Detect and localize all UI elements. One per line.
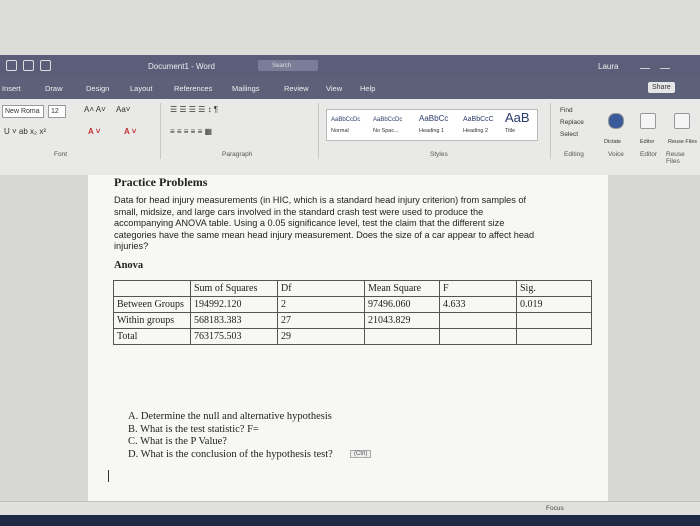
table-cell [517,313,592,329]
tab-review[interactable]: Review [284,84,309,93]
table-cell: 568183.383 [191,313,278,329]
table-row [114,297,592,313]
page-heading: Practice Problems [114,175,208,189]
style-label: Normal [331,128,349,134]
taskbar [0,515,700,526]
table-cell [440,313,517,329]
format-icons[interactable]: U ˅ ab x₂ x² [4,127,47,136]
style-heading-1[interactable] [419,114,449,134]
group-font-label: Font [54,151,68,158]
tab-mailings[interactable]: Mailings [232,84,260,93]
user-name[interactable]: Laura [598,62,619,71]
table-cell: Between Groups [114,297,191,313]
share-button[interactable]: Share [648,82,675,93]
table-cell: Sum of Squares [191,281,278,297]
style-label: Heading 2 [463,128,489,134]
separator [318,103,319,159]
editor-icon[interactable] [640,113,656,129]
table-cell: 194992.120 [191,297,278,313]
table-cell: 97496.060 [365,297,440,313]
group-voice-label: Voice [608,151,624,158]
ribbon-tabs [0,77,700,99]
style-heading-2[interactable] [463,114,494,134]
ribbon [0,99,700,176]
save-icon[interactable] [6,60,17,71]
table-cell: 0.019 [517,297,592,313]
restore-icon[interactable] [660,60,670,69]
document-area [0,175,700,526]
table-cell [365,329,440,345]
group-editor-label: Editor [640,151,657,158]
tab-insert[interactable]: Insert [2,84,21,93]
style-sample: AaBbCcDc [331,117,361,123]
find-button[interactable]: Find [560,107,573,114]
style-title[interactable] [505,110,530,134]
table-cell [114,281,191,297]
tab-draw[interactable]: Draw [45,84,63,93]
group-styles-label: Styles [430,151,448,158]
problem-text: Data for head injury measurements (in HIC, which is a standard head injury criterion) from samples of small, midsize, and large cars involved in the standard crash test were used to produce the accompanying ANOVA table. Using a 0.05 significance level, test the claim that the different size categories have the same mean head injury measurement. Does the size of a car appear to affect head injuries? [114,195,535,251]
question-b: B. What is the test statistic? F= [128,423,259,435]
group-editing-label: Editing [564,151,584,158]
tab-view[interactable]: View [326,84,343,93]
table-cell: 2 [278,297,365,313]
tab-layout[interactable]: Layout [130,84,153,93]
table-cell: 21043.829 [365,313,440,329]
document-page[interactable] [88,175,608,505]
font-name-input[interactable]: New Roma [2,105,44,118]
style-no-spacing[interactable] [373,114,403,134]
question-d: D. What is the conclusion of the hypothesis test? [128,448,333,460]
highlight-icon[interactable]: A ˅ [124,127,137,136]
paste-options-button[interactable]: (Ctrl) [350,450,371,458]
select-button[interactable]: Select [560,131,579,138]
change-case-icon[interactable]: Aa˅ [116,105,131,114]
group-reuse-label: Reuse Files [666,151,685,165]
table-cell [440,329,517,345]
table-cell: Total [114,329,191,345]
redo-icon[interactable] [40,60,51,71]
table-cell: Mean Square [365,281,440,297]
text-cursor [108,470,109,482]
align-icons[interactable]: ≡ ≡ ≡ ≡ ≡ ▦ [170,127,213,136]
table-row [114,329,592,345]
style-normal[interactable] [331,114,361,134]
style-label: Title [505,128,516,134]
table-cell: Sig. [517,281,592,297]
style-label: Heading 1 [419,128,445,134]
window-title: Document1 - Word [148,62,215,71]
table-row [114,313,592,329]
dictate-button[interactable]: Dictate [604,139,622,145]
grow-font-icon[interactable]: A˄ A˅ [84,105,106,114]
table-cell [517,329,592,345]
separator [550,103,551,159]
group-paragraph-label: Paragraph [222,151,253,158]
question-a: A. Determine the null and alternative hypothesis [128,411,332,422]
anova-title: Anova [114,260,144,271]
table-header-row [114,281,592,297]
reuse-files-button[interactable]: Reuse Files [668,139,698,145]
style-sample: AaBbCcC [463,116,494,123]
table-cell: 29 [278,329,365,345]
status-bar [0,501,700,516]
font-color-icon[interactable]: A ˅ [88,127,101,136]
list-icons[interactable]: ☰ ☰ ☰ ☰ ↕ ¶ [170,105,219,114]
table-cell: 4.633 [440,297,517,313]
microphone-icon[interactable] [608,113,624,129]
style-sample: AaB [505,110,530,125]
editor-button[interactable]: Editor [640,139,655,145]
table-cell: 27 [278,313,365,329]
quick-access-toolbar [6,60,51,71]
search-label: Search [272,63,292,69]
tab-design[interactable]: Design [86,84,110,93]
question-c: C. What is the P Value? [128,436,227,447]
undo-icon[interactable] [23,60,34,71]
replace-button[interactable]: Replace [560,119,584,126]
search-box[interactable] [258,60,318,71]
minimize-icon[interactable] [640,60,650,69]
style-label: No Spac... [373,128,399,134]
style-sample: AaBbCcDc [373,117,403,123]
focus-button[interactable]: Focus [546,505,564,512]
tab-references[interactable]: References [174,84,213,93]
tab-help[interactable]: Help [360,84,376,93]
title-bar [0,55,700,77]
table-cell: F [440,281,517,297]
style-sample: AaBbCc [419,114,449,123]
reuse-files-icon[interactable] [674,113,690,129]
font-size-input[interactable]: 12 [48,105,66,118]
table-cell: 763175.503 [191,329,278,345]
styles-gallery [326,109,538,141]
separator [160,103,161,159]
table-cell: Within groups [114,313,191,329]
question-list [128,411,333,461]
window-controls [640,60,670,69]
table-cell: Df [278,281,365,297]
anova-table [113,280,592,345]
